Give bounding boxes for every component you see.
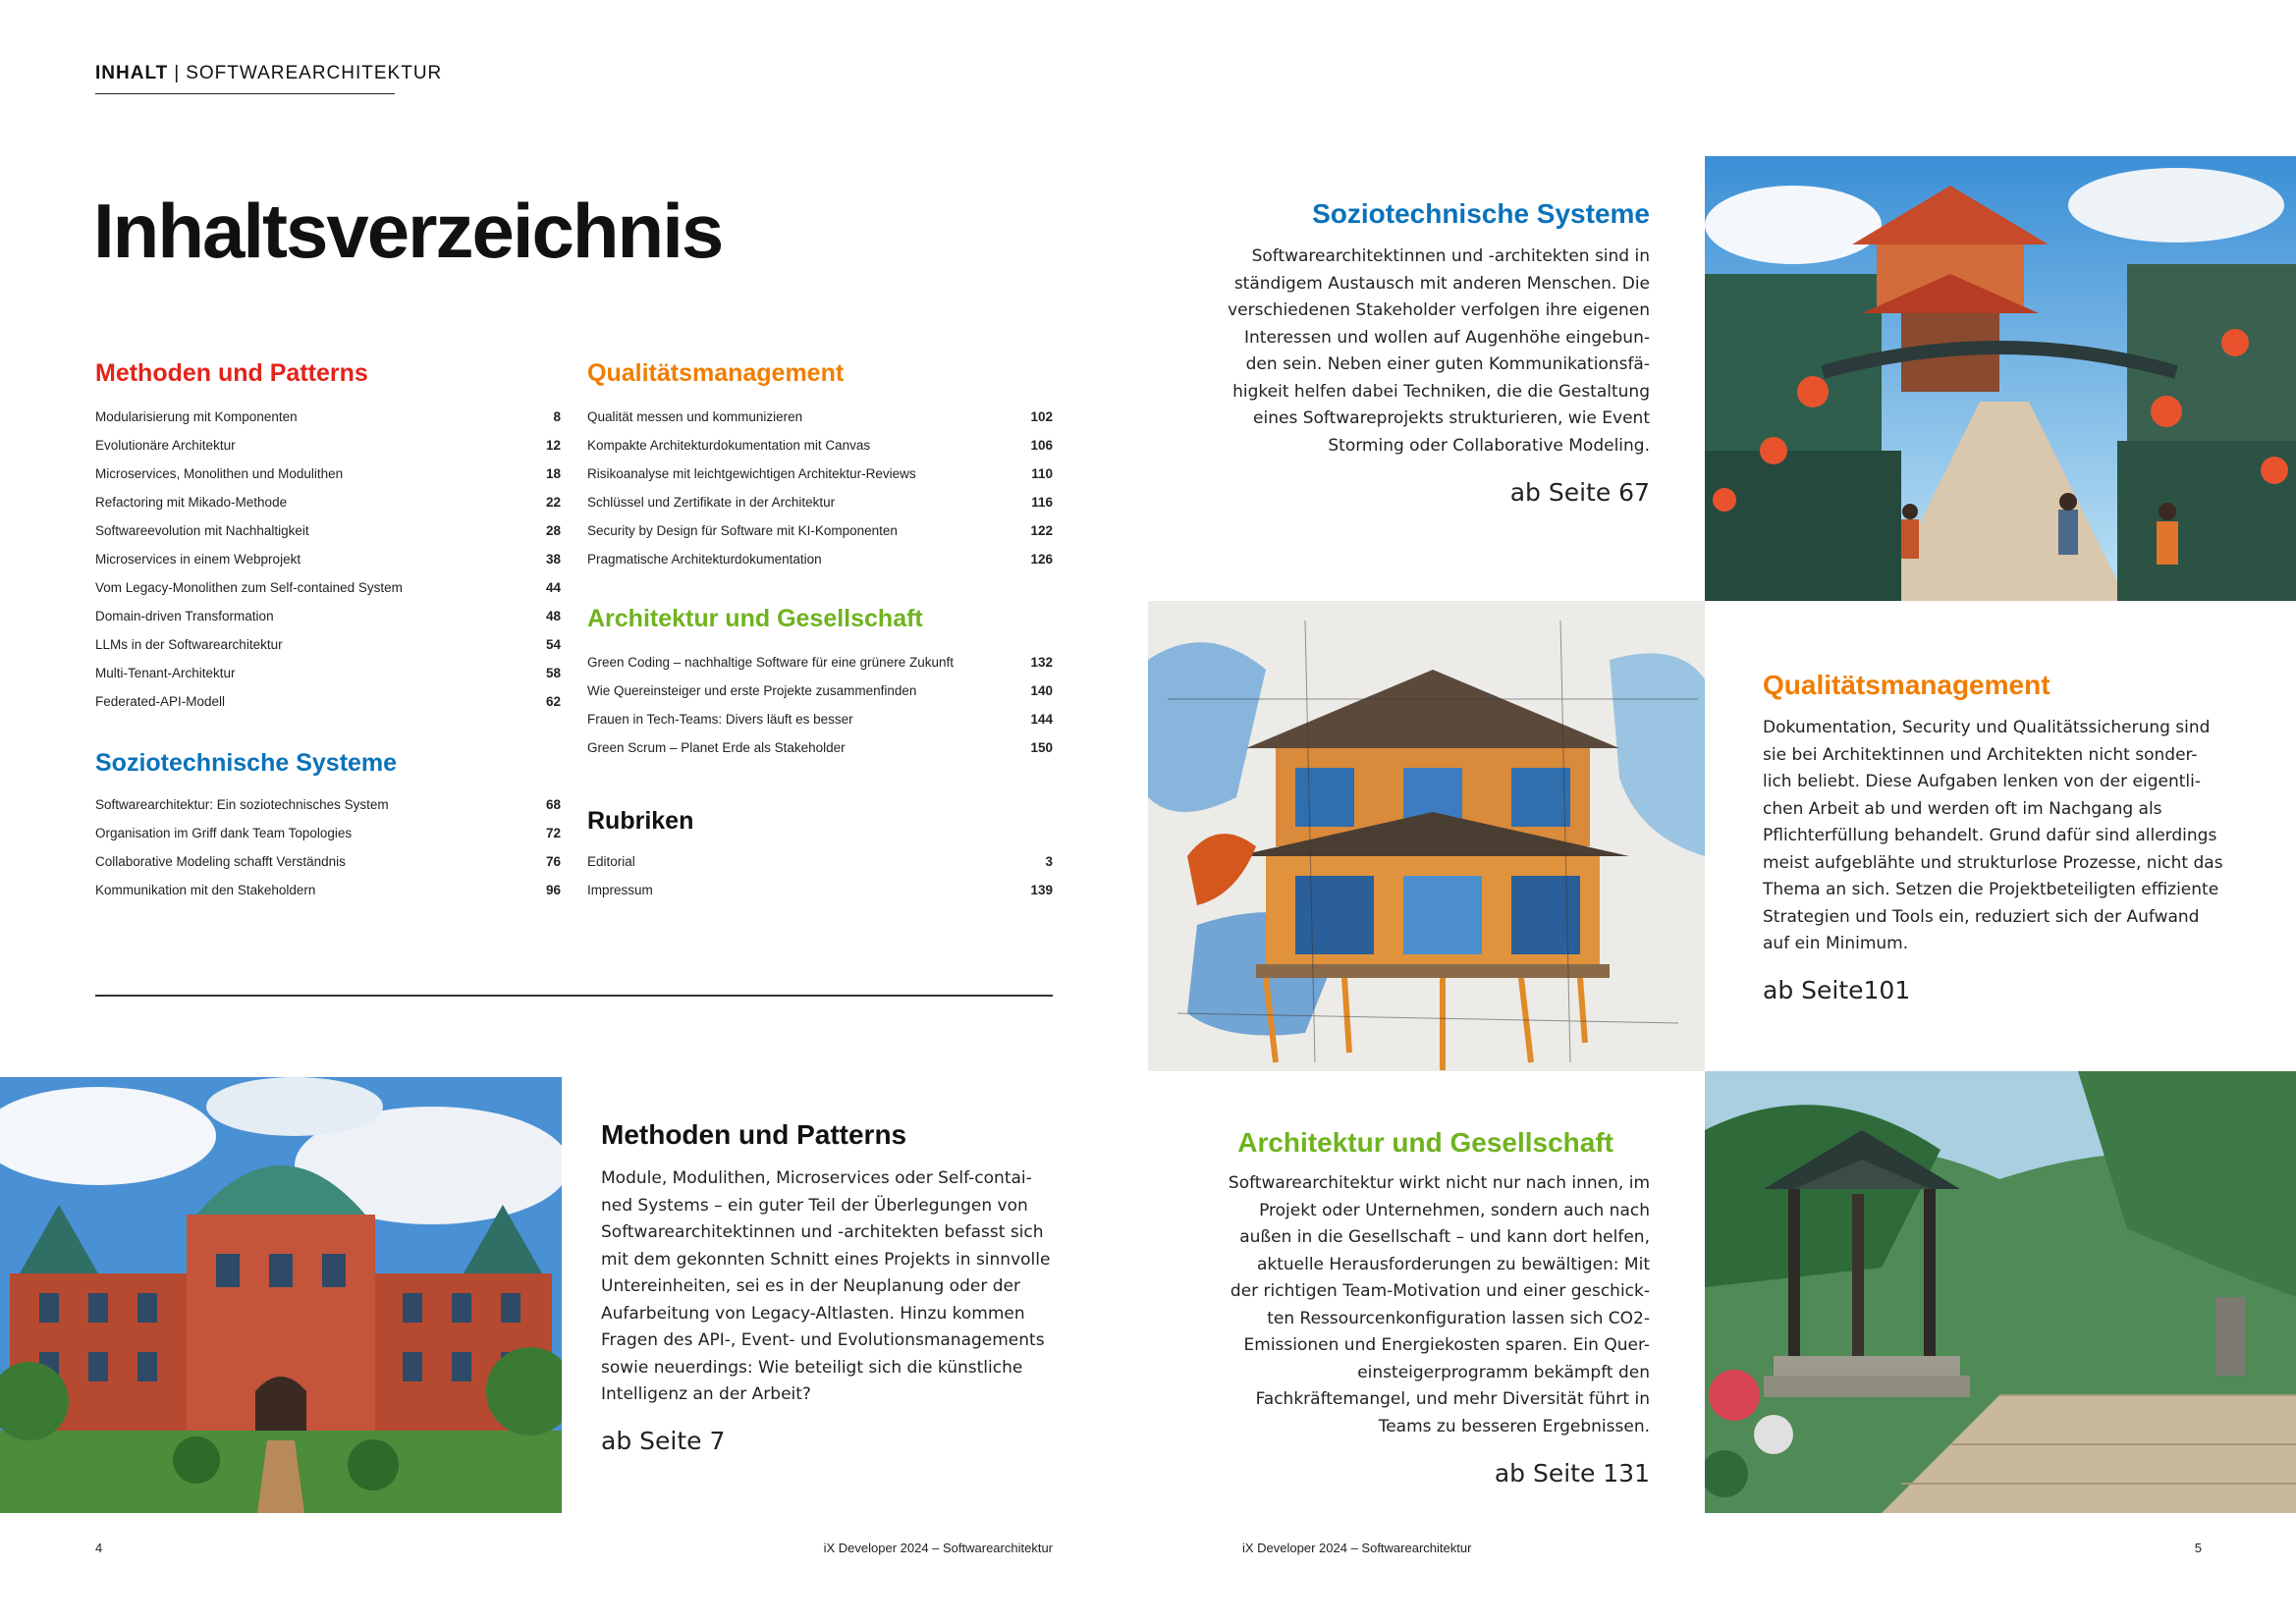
toc-item[interactable]	[587, 852, 1053, 881]
toc-item-page: 28	[545, 523, 561, 538]
toc-item-label: Green Scrum – Planet Erde als Stakeholder	[587, 740, 846, 755]
toc-divider	[95, 995, 1053, 997]
feature-text-line: der richtigen Team-Motivation und einer geschick-	[1230, 1281, 1650, 1301]
feature-title-methoden: Methoden und Patterns	[601, 1119, 907, 1150]
feature-text-line: Emissionen und Energiekosten sparen. Ein Quer-	[1243, 1335, 1650, 1355]
toc-item-page: 44	[545, 580, 561, 595]
toc-item-page: 8	[553, 409, 561, 424]
toc-section-title-quali: Qualitätsmanagement	[587, 359, 845, 387]
feature-page-gesellschaft: ab Seite 131	[1494, 1459, 1650, 1488]
feature-text-line: eines Softwareprojekts strukturieren, wie Event	[1253, 408, 1650, 428]
toc-item-page: 3	[1045, 854, 1053, 869]
toc-item[interactable]	[95, 607, 561, 635]
feature-text-line: aktuelle Herausforderungen zu bewältigen: Mit	[1256, 1254, 1650, 1274]
feature-text-line: auf ein Minimum.	[1763, 934, 1909, 953]
toc-item[interactable]	[95, 521, 561, 550]
illustration-japanese-street	[1705, 156, 2296, 601]
feature-text-line: ten Ressourcenkonfiguration lassen sich CO2-	[1267, 1308, 1650, 1328]
feature-text-methoden	[601, 1165, 1092, 1409]
toc-item-page: 22	[545, 495, 561, 510]
toc-item-label: Kompakte Architekturdokumentation mit Canvas	[587, 438, 871, 453]
feature-text-line: Strategien und Tools ein, reduziert sich der Aufwand	[1763, 906, 2200, 927]
feature-text-line: Softwarearchitektur wirkt nicht nur nach innen, im	[1228, 1173, 1650, 1193]
footer-page-number-left: 4	[95, 1541, 103, 1555]
toc-item-label: Softwarearchitektur: Ein soziotechnisches System	[95, 797, 389, 812]
toc-item[interactable]	[587, 436, 1053, 464]
toc-item-label: Evolutionäre Architektur	[95, 438, 236, 453]
toc-item-label: Wie Quereinsteiger und erste Projekte zusammenfinden	[587, 683, 917, 698]
feature-text-line: außen in die Gesellschaft – und kann dort helfen,	[1239, 1227, 1650, 1247]
toc-item[interactable]	[587, 681, 1053, 710]
toc-item-label: Impressum	[587, 883, 653, 897]
toc-section-title-methoden: Methoden und Patterns	[95, 359, 368, 387]
feature-text-line: Dokumentation, Security und Qualitätssicherung sind	[1763, 718, 2211, 737]
feature-text-line: Fachkräftemangel, und mehr Diversität führt in	[1255, 1389, 1650, 1409]
toc-item[interactable]	[95, 578, 561, 607]
feature-text-sozio	[1159, 244, 1650, 460]
toc-list-sozio	[95, 795, 561, 909]
footer-publication-left: iX Developer 2024 – Softwarearchitektur	[823, 1541, 1053, 1555]
feature-text-gesellschaft	[1159, 1170, 1650, 1440]
toc-item-label: Refactoring mit Mikado-Methode	[95, 495, 288, 510]
toc-item-page: 110	[1031, 466, 1053, 481]
toc-item-label: LLMs in der Softwarearchitektur	[95, 637, 283, 652]
header-section: INHALT	[95, 63, 169, 83]
feature-text-line: chen Arbeit ab und werden oft im Nachgang als	[1763, 798, 2162, 819]
feature-title-gesellschaft: Architektur und Gesellschaft	[1237, 1127, 1613, 1158]
toc-item-label: Organisation im Griff dank Team Topologies	[95, 826, 353, 840]
toc-item[interactable]	[587, 521, 1053, 550]
feature-text-line: Interessen und wollen auf Augenhöhe eingebun-	[1244, 327, 1650, 348]
toc-item-page: 122	[1030, 523, 1053, 538]
feature-text-line: Intelligenz an der Arbeit?	[601, 1384, 811, 1404]
toc-item-page: 62	[545, 694, 561, 709]
feature-text-line: Fragen des API-, Event- und Evolutionsmanagements	[601, 1330, 1045, 1350]
toc-item-label: Qualität messen und kommunizieren	[587, 409, 803, 424]
toc-item-label: Vom Legacy-Monolithen zum Self-contained System	[95, 580, 403, 595]
toc-item-page: 54	[545, 637, 561, 652]
toc-item-label: Risikoanalyse mit leichtgewichtigen Architektur-Reviews	[587, 466, 916, 481]
toc-item[interactable]	[95, 635, 561, 664]
feature-text-line: sie bei Architektinnen und Architekten nicht sonder-	[1763, 744, 2198, 765]
toc-item[interactable]	[95, 436, 561, 464]
footer-publication-right: iX Developer 2024 – Softwarearchitektur	[1242, 1541, 1472, 1555]
feature-text-line: Aufarbeitung von Legacy-Altlasten. Hinzu kommen	[601, 1303, 1025, 1324]
toc-item[interactable]	[95, 493, 561, 521]
toc-item-label: Security by Design für Software mit KI-Komponenten	[587, 523, 898, 538]
toc-item-page: 140	[1030, 683, 1053, 698]
feature-text-line: Softwarearchitektinnen und -architekten sind in	[1251, 246, 1650, 266]
toc-item[interactable]	[95, 550, 561, 578]
feature-page-methoden: ab Seite 7	[601, 1427, 726, 1455]
feature-text-line: higkeit helfen dabei Techniken, die die Gestaltung	[1232, 381, 1650, 402]
feature-page-sozio: ab Seite 67	[1509, 478, 1650, 507]
toc-item-page: 48	[545, 609, 561, 623]
toc-item-label: Multi-Tenant-Architektur	[95, 666, 236, 680]
toc-item[interactable]	[587, 550, 1053, 578]
running-header	[95, 63, 442, 84]
toc-item[interactable]	[95, 664, 561, 692]
toc-item-page: 12	[545, 438, 561, 453]
toc-item[interactable]	[95, 881, 561, 909]
toc-item-label: Frauen in Tech-Teams: Divers läuft es besser	[587, 712, 853, 727]
feature-page-quali: ab Seite101	[1763, 976, 1911, 1004]
toc-item-page: 102	[1030, 409, 1053, 424]
illustration-red-brick-palace	[0, 1077, 562, 1513]
toc-list-rubriken	[587, 852, 1053, 909]
toc-item-label: Modularisierung mit Komponenten	[95, 409, 298, 424]
toc-item-label: Microservices, Monolithen und Modulithen	[95, 466, 344, 481]
toc-list-quali	[587, 407, 1053, 578]
toc-item-label: Pragmatische Architekturdokumentation	[587, 552, 822, 567]
feature-text-quali	[1763, 715, 2273, 958]
toc-item-page: 58	[545, 666, 561, 680]
toc-item[interactable]	[95, 464, 561, 493]
toc-item-page: 68	[545, 797, 561, 812]
toc-item[interactable]	[587, 738, 1053, 767]
toc-item[interactable]	[587, 710, 1053, 738]
toc-item[interactable]	[95, 407, 561, 436]
feature-text-line: mit dem gekonnten Schnitt eines Projekts in sinnvolle	[601, 1249, 1051, 1270]
feature-text-line: Module, Modulithen, Microservices oder Self-contai-	[601, 1168, 1032, 1188]
footer-page-number-right: 5	[2194, 1541, 2202, 1555]
toc-item[interactable]	[587, 493, 1053, 521]
feature-text-line: einsteigerprogramm bekämpft den	[1357, 1362, 1650, 1382]
feature-text-line: Thema an sich. Setzen die Projektbeteiligten effiziente	[1763, 880, 2219, 899]
feature-text-line: meist aufgeblähte und strukturlose Prozesse, nicht das	[1763, 852, 2223, 873]
page-title: Inhaltsverzeichnis	[93, 188, 723, 274]
header-separator: |	[174, 63, 181, 83]
toc-section-title-gesellschaft: Architektur und Gesellschaft	[587, 605, 923, 632]
feature-text-line: sowie neuerdings: Wie beteiligt sich die künstliche	[601, 1357, 1023, 1378]
header-rule	[95, 93, 395, 94]
toc-item-label: Green Coding – nachhaltige Software für eine grünere Zukunft	[587, 655, 954, 670]
toc-item[interactable]	[95, 795, 561, 824]
toc-item[interactable]	[95, 852, 561, 881]
toc-item[interactable]	[95, 824, 561, 852]
toc-item[interactable]	[587, 407, 1053, 436]
toc-item-page: 76	[545, 854, 561, 869]
feature-text-line: verschiedenen Stakeholder verfolgen ihre eigenen	[1228, 300, 1650, 320]
header-topic: SOFTWAREARCHITEKTUR	[186, 63, 443, 83]
toc-list-gesellschaft	[587, 653, 1053, 767]
illustration-garden-pavilion	[1705, 1071, 2296, 1513]
feature-text-line: Storming oder Collaborative Modeling.	[1328, 435, 1650, 456]
feature-text-line: ned Systems – ein guter Teil der Überlegungen von	[601, 1195, 1028, 1216]
toc-item[interactable]	[587, 464, 1053, 493]
toc-item-page: 126	[1030, 552, 1053, 567]
toc-item-label: Domain-driven Transformation	[95, 609, 274, 623]
toc-section-title-rubriken: Rubriken	[587, 807, 694, 835]
feature-text-line: Teams zu besseren Ergebnissen.	[1378, 1416, 1650, 1436]
toc-item-page: 139	[1030, 883, 1053, 897]
toc-item-page: 144	[1030, 712, 1053, 727]
illustration-sketch-house	[1148, 601, 1705, 1071]
toc-item-label: Collaborative Modeling schafft Verständnis	[95, 854, 346, 869]
feature-text-line: lich beliebt. Diese Aufgaben lenken von der eigentli-	[1763, 772, 2201, 791]
toc-item[interactable]	[95, 692, 561, 721]
toc-item-page: 72	[545, 826, 561, 840]
toc-item-label: Microservices in einem Webprojekt	[95, 552, 301, 567]
feature-text-line: Pflichterfüllung behandelt. Grund dafür sind allerdings	[1763, 826, 2217, 845]
toc-item-page: 150	[1030, 740, 1053, 755]
toc-item-page: 18	[545, 466, 561, 481]
toc-item-label: Softwareevolution mit Nachhaltigkeit	[95, 523, 309, 538]
feature-title-quali: Qualitätsmanagement	[1763, 670, 2050, 700]
toc-item-page: 96	[545, 883, 561, 897]
toc-item[interactable]	[587, 881, 1053, 909]
feature-text-line: Softwarearchitektinnen und -architekten befasst sich	[601, 1222, 1044, 1242]
feature-text-line: Untereinheiten, sei es in der Neuplanung oder der	[601, 1276, 1020, 1296]
toc-item-page: 106	[1030, 438, 1053, 453]
toc-item[interactable]	[587, 653, 1053, 681]
toc-item-page: 38	[545, 552, 561, 567]
toc-list-methoden	[95, 407, 561, 721]
feature-text-line: den sein. Neben einer guten Kommunikationsfä-	[1245, 354, 1650, 374]
toc-section-title-sozio: Soziotechnische Systeme	[95, 749, 398, 777]
feature-text-line: Projekt oder Unternehmen, sondern auch nach	[1259, 1200, 1650, 1220]
feature-title-sozio: Soziotechnische Systeme	[1312, 198, 1650, 229]
toc-item-label: Editorial	[587, 854, 635, 869]
toc-item-page: 116	[1031, 495, 1053, 510]
toc-item-page: 132	[1030, 655, 1053, 670]
feature-text-line: ständigem Austausch mit anderen Menschen. Die	[1233, 273, 1650, 294]
toc-item-label: Federated-API-Modell	[95, 694, 226, 709]
toc-item-label: Schlüssel und Zertifikate in der Architektur	[587, 495, 836, 510]
toc-item-label: Kommunikation mit den Stakeholdern	[95, 883, 316, 897]
